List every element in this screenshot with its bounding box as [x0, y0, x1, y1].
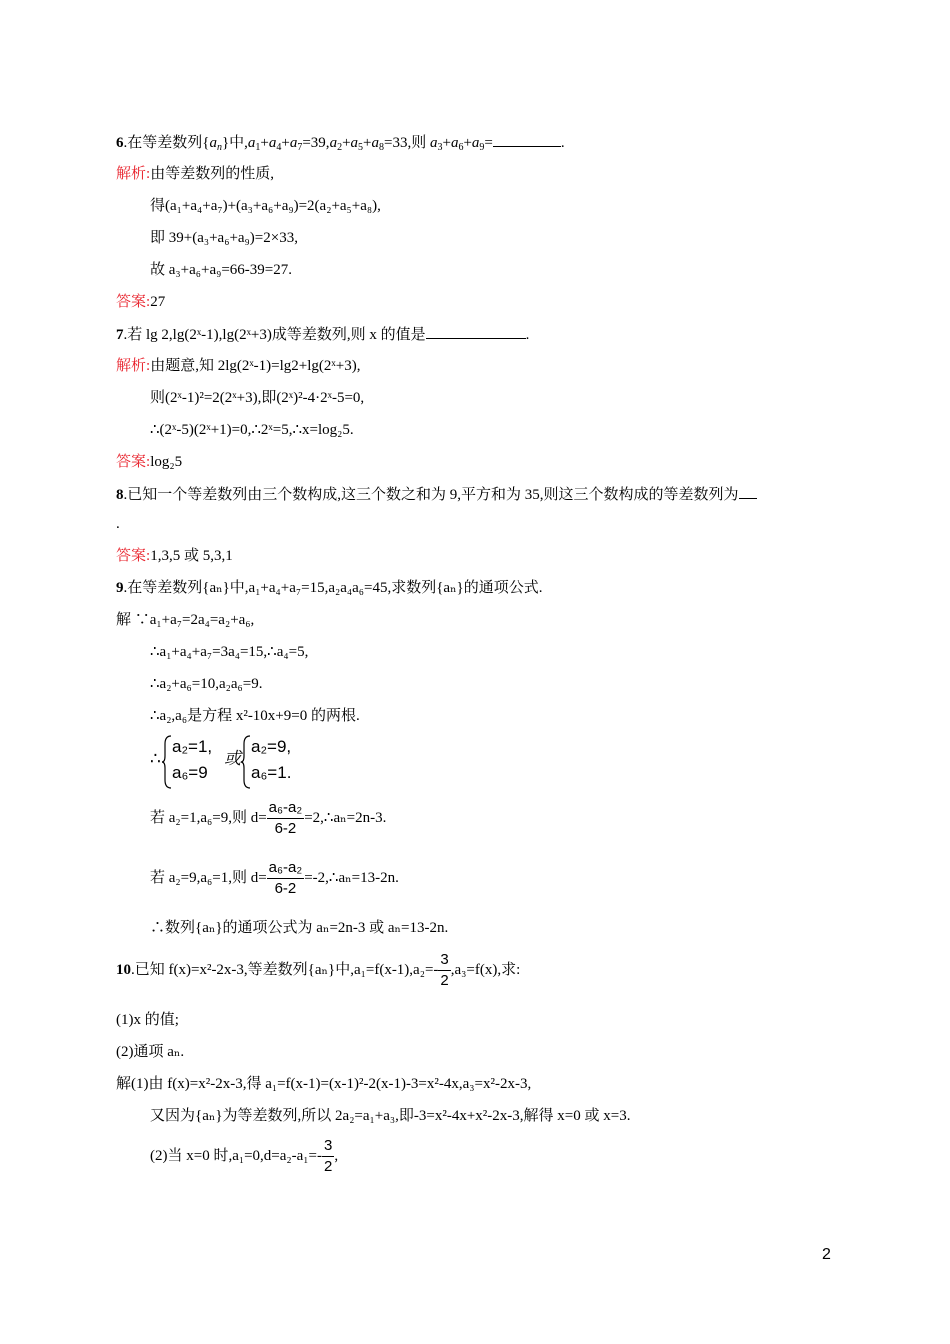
analysis-label: 解析 — [116, 166, 147, 182]
fraction: $\frac{\text{a₆-a₂}}{6-2}$ — [268, 799, 303, 838]
q10-solution-1: 解(1)由 f(x)=x²-2x-3,得 a₁=f(x-1)=(x-1)²-2(x-1)-3=x²-4x,a₃=x²-2x-3, — [116, 1076, 532, 1092]
answer-value: log₂5 — [150, 454, 183, 470]
system-2-row-1: a₂=9, — [251, 737, 292, 756]
answer-value: 27 — [150, 294, 166, 310]
q6-stem: 6.在等差数列$\{a_n\}$中$,a_1+a_4+a_7=39,a_2+a_5+a_8=33$,则 $a_3+a_6+a_9=$ . — [116, 132, 565, 153]
q8-stem: 8.已知一个等差数列由三个数构成,这三个数之和为 9,平方和为 35,则这三个数构成的等差数列为 — [116, 484, 757, 505]
q8-answer: 答案:1,3,5 或 5,3,1 — [116, 548, 233, 564]
q10-part-1: (1)x 的值; — [116, 1012, 179, 1028]
q6-step-3: 故 a₃+a₆+a₉=66-39=27. — [150, 262, 292, 278]
answer-label: 答案 — [116, 294, 147, 310]
answer-blank — [426, 324, 526, 339]
q8-stem-end: . — [116, 516, 120, 532]
q6-answer: 答案:27 — [116, 294, 166, 310]
q9-case-2: 若 a₂=9,a₆=1,则 d= $\frac{\text{a₆-a₂}}{6-2}$ =-2,∴aₙ=13-2n. — [150, 859, 399, 898]
q10-stem: 10.已知 f(x)=x²-2x-3,等差数列{aₙ}中,a₁=f(x-1),a₂=- $\frac{3}{2}$ ,a₃=f(x),求: — [116, 951, 521, 990]
therefore-symbol: ∴ — [150, 749, 161, 768]
q9-solution-2: ∴a₁+a₄+a₇=3a₄=15,∴a₄=5, — [150, 644, 309, 660]
answer-value: 1,3,5 或 5,3,1 — [150, 548, 233, 564]
q7-number: 7 — [116, 327, 124, 343]
q10-part-2: (2)通项 aₙ. — [116, 1044, 185, 1060]
q7-step-1: 则(2ˣ-1)²=2(2ˣ+3),即(2ˣ)²-4·2ˣ-5=0, — [150, 390, 365, 406]
q7-step-2: ∴(2ˣ-5)(2ˣ+1)=0,∴2ˣ=5,∴x=log₂5. — [150, 422, 354, 438]
system-1-row-1: a₂=1, — [172, 737, 213, 756]
solution-label: 解 — [116, 612, 132, 628]
answer-label: 答案 — [116, 548, 147, 564]
or-symbol: 或 — [224, 749, 241, 768]
solution-label: 解 — [116, 1076, 132, 1092]
q10-solution-2: 又因为{aₙ}为等差数列,所以 2a₂=a₁+a₃,即-3=x²-4x+x²-2x-3,解得 x=0 或 x=3. — [150, 1108, 631, 1124]
q9-number: 9 — [116, 580, 124, 596]
page-number: 2 — [822, 1246, 831, 1263]
fraction: $\frac{3}{2}$ — [323, 1137, 333, 1176]
q9-solution-1: 解 ∵a₁+a₇=2a₄=a₂+a₆, — [116, 612, 255, 628]
q9-case-1: 若 a₂=1,a₆=9,则 d= $\frac{\text{a₆-a₂}}{6-2}$ =2,∴aₙ=2n-3. — [150, 799, 387, 838]
q10-number: 10 — [116, 962, 131, 978]
q8-number: 8 — [116, 487, 124, 503]
q7-stem: 7.若 lg 2,lg(2ˣ-1),lg(2ˣ+3)成等差数列,则 x 的值是 . — [116, 324, 529, 345]
system-1-row-2: a₆=9 — [172, 763, 208, 782]
answer-label: 答案 — [116, 454, 147, 470]
q9-solution-3: ∴a₂+a₆=10,a₂a₆=9. — [150, 676, 263, 692]
analysis-label: 解析 — [116, 358, 147, 374]
q6-step-1: 得(a₁+a₄+a₇)+(a₃+a₆+a₉)=2(a₂+a₅+a₈), — [150, 198, 381, 214]
q6-step-2: 即 39+(a₃+a₆+a₉)=2×33, — [150, 230, 298, 246]
q9-solution-4: ∴a₂,a₆是方程 x²-10x+9=0 的两根. — [150, 708, 360, 724]
system-2-row-2: a₆=1. — [251, 763, 292, 782]
q6-analysis: 解析:由等差数列的性质, — [116, 166, 274, 182]
fraction: $\frac{3}{2}$ — [440, 951, 449, 990]
q6-number: 6 — [116, 135, 124, 151]
answer-blank — [739, 484, 757, 499]
fraction: $\frac{\text{a₆-a₂}}{6-2}$ — [268, 859, 303, 898]
q7-analysis: 解析:由题意,知 2lg(2ˣ-1)=lg2+lg(2ˣ+3), — [116, 358, 361, 374]
q10-solution-3: (2)当 x=0 时,a₁=0,d=a₂-a₁=- $\frac{3}{2}$ , — [150, 1137, 339, 1176]
q7-answer: 答案:log₂5 — [116, 454, 183, 470]
q9-stem: 9.在等差数列{aₙ}中,a₁+a₄+a₇=15,a₂a₄a₆=45,求数列{aₙ}的通项公式. — [116, 580, 543, 596]
answer-blank — [493, 132, 561, 147]
q9-conclusion: ∴数列{aₙ}的通项公式为 aₙ=2n-3 或 aₙ=13-2n. — [150, 920, 449, 936]
